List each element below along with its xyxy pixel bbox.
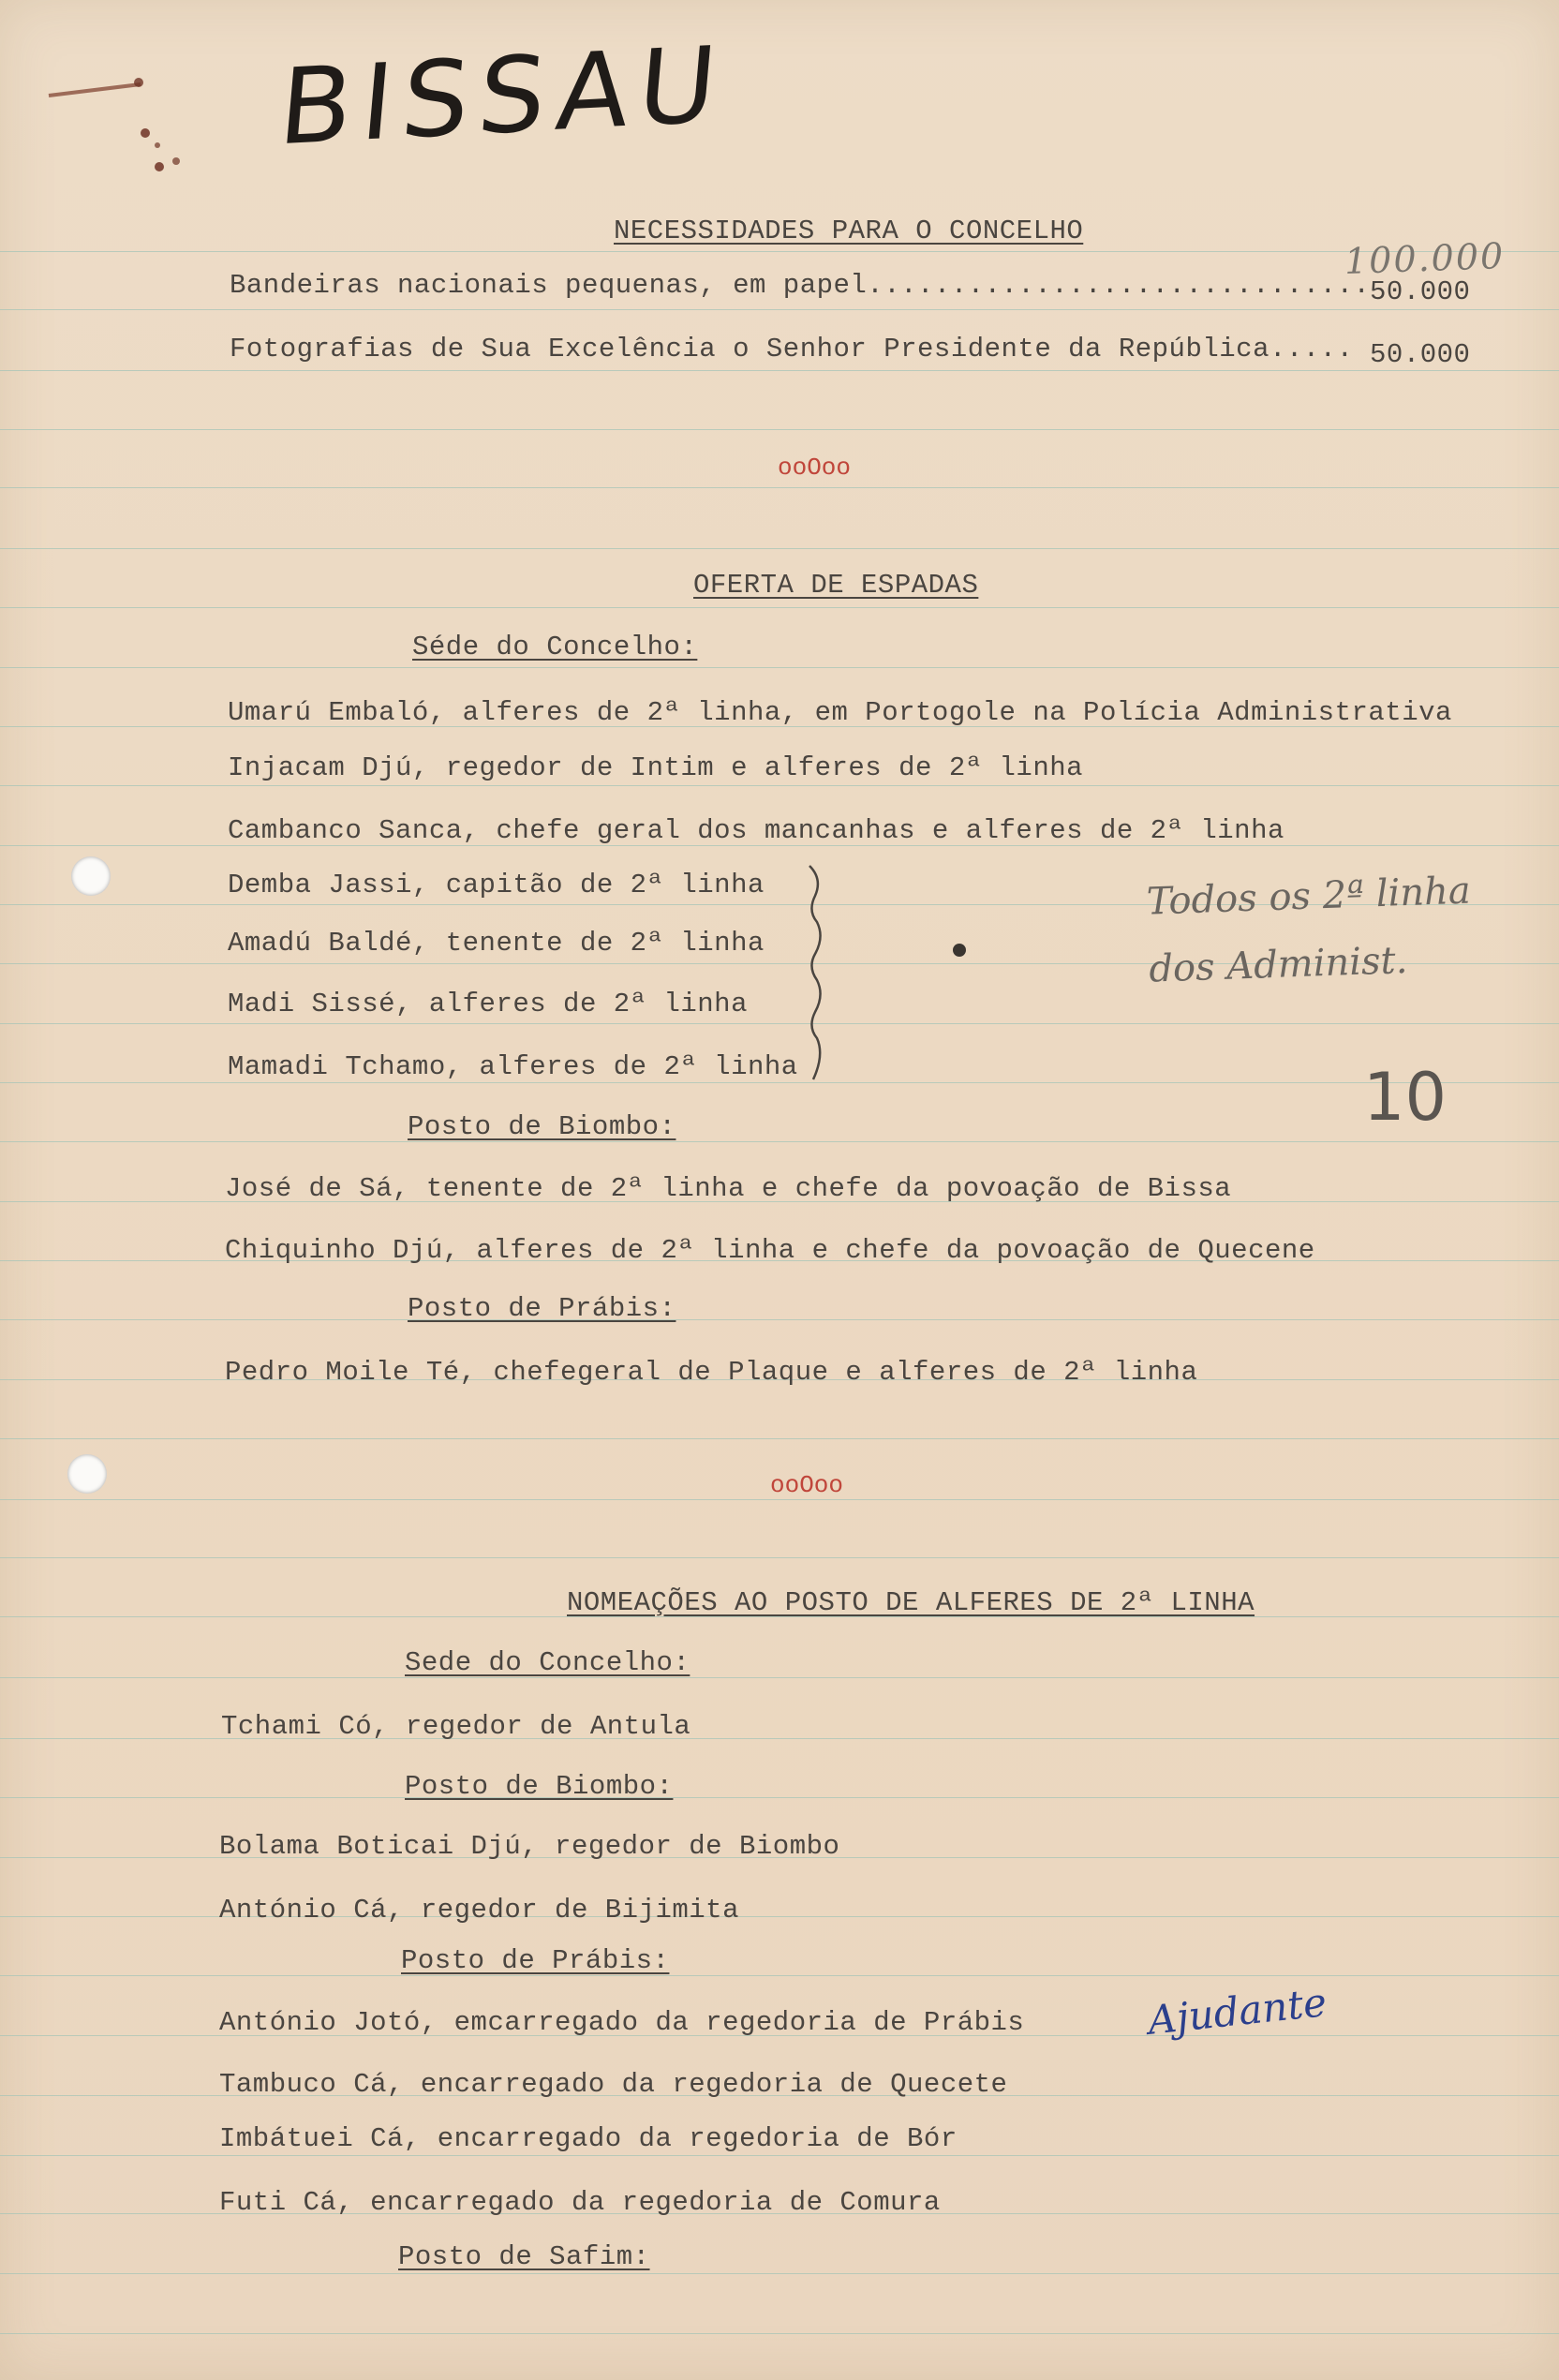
handwritten-total: 100.000 xyxy=(1344,235,1506,282)
list-item: António Jotó, emcarregado da regedoria de Prábis xyxy=(219,2007,1025,2038)
subsection-label: Posto de Biombo: xyxy=(408,1111,676,1142)
list-item: Imbátuei Cá, encarregado da regedoria de Bór xyxy=(219,2123,958,2154)
needs-item-label: Fotografias de Sua Excelência o Senhor Presidente da República..... xyxy=(230,334,1354,364)
punch-hole-top xyxy=(71,856,111,896)
needs-item-label: Bandeiras nacionais pequenas, em papel.............................. xyxy=(230,270,1371,301)
section-separator: ooOoo xyxy=(770,1471,844,1499)
list-item: Mamadi Tchamo, alferes de 2ª linha xyxy=(228,1051,798,1082)
handwritten-margin-note: Todos os 2ª linha dos Administ. xyxy=(1146,869,1472,991)
list-item: José de Sá, tenente de 2ª linha e chefe da povoação de Bissa xyxy=(225,1173,1232,1204)
list-item: Amadú Baldé, tenente de 2ª linha xyxy=(228,928,765,959)
subsection-label: Posto de Safim: xyxy=(398,2241,650,2272)
handwritten-side-note: Ajudante xyxy=(1145,1979,1329,2044)
needs-item-value: 50.000 xyxy=(1370,339,1471,370)
subsection-label: Sede do Concelho: xyxy=(405,1647,690,1678)
swords-heading: OFERTA DE ESPADAS xyxy=(693,570,979,601)
list-item: Bolama Boticai Djú, regedor de Biombo xyxy=(219,1831,840,1862)
list-item: Tchami Có, regedor de Antula xyxy=(221,1711,691,1742)
list-item: Futi Cá, encarregado da regedoria de Comura xyxy=(219,2187,941,2218)
subsection-label: Posto de Biombo: xyxy=(405,1771,674,1802)
appointments-heading: NOMEAÇÕES AO POSTO DE ALFERES DE 2ª LINHA xyxy=(567,1587,1255,1618)
handwritten-title: BISSAU xyxy=(274,23,731,170)
grouping-brace xyxy=(804,862,841,1087)
list-item: Injacam Djú, regedor de Intim e alferes de 2ª linha xyxy=(228,752,1084,783)
subsection-label: Séde do Concelho: xyxy=(412,632,698,662)
section-separator: ooOoo xyxy=(778,454,852,482)
ink-stain-marks xyxy=(37,56,206,187)
list-item: António Cá, regedor de Bijimita xyxy=(219,1895,739,1926)
list-item: Pedro Moile Té, chefegeral de Plaque e alferes de 2ª linha xyxy=(225,1357,1198,1388)
list-item: Umarú Embaló, alferes de 2ª linha, em Portogole na Polícia Administrativa xyxy=(228,697,1452,728)
needs-heading: NECESSIDADES PARA O CONCELHO xyxy=(614,216,1084,246)
list-item: Demba Jassi, capitão de 2ª linha xyxy=(228,870,765,900)
handwritten-margin-number: 10 xyxy=(1363,1059,1448,1136)
ink-dot xyxy=(950,941,969,959)
list-item: Chiquinho Djú, alferes de 2ª linha e chefe da povoação de Quecene xyxy=(225,1235,1315,1266)
list-item: Cambanco Sanca, chefe geral dos mancanhas e alferes de 2ª linha xyxy=(228,815,1284,846)
needs-item-value: 50.000 xyxy=(1370,276,1471,307)
punch-hole-bottom xyxy=(67,1454,107,1494)
list-item: Tambuco Cá, encarregado da regedoria de Quecete xyxy=(219,2069,1008,2100)
subsection-label: Posto de Prábis: xyxy=(408,1293,676,1324)
list-item: Madi Sissé, alferes de 2ª linha xyxy=(228,989,748,1019)
subsection-label: Posto de Prábis: xyxy=(401,1945,670,1976)
